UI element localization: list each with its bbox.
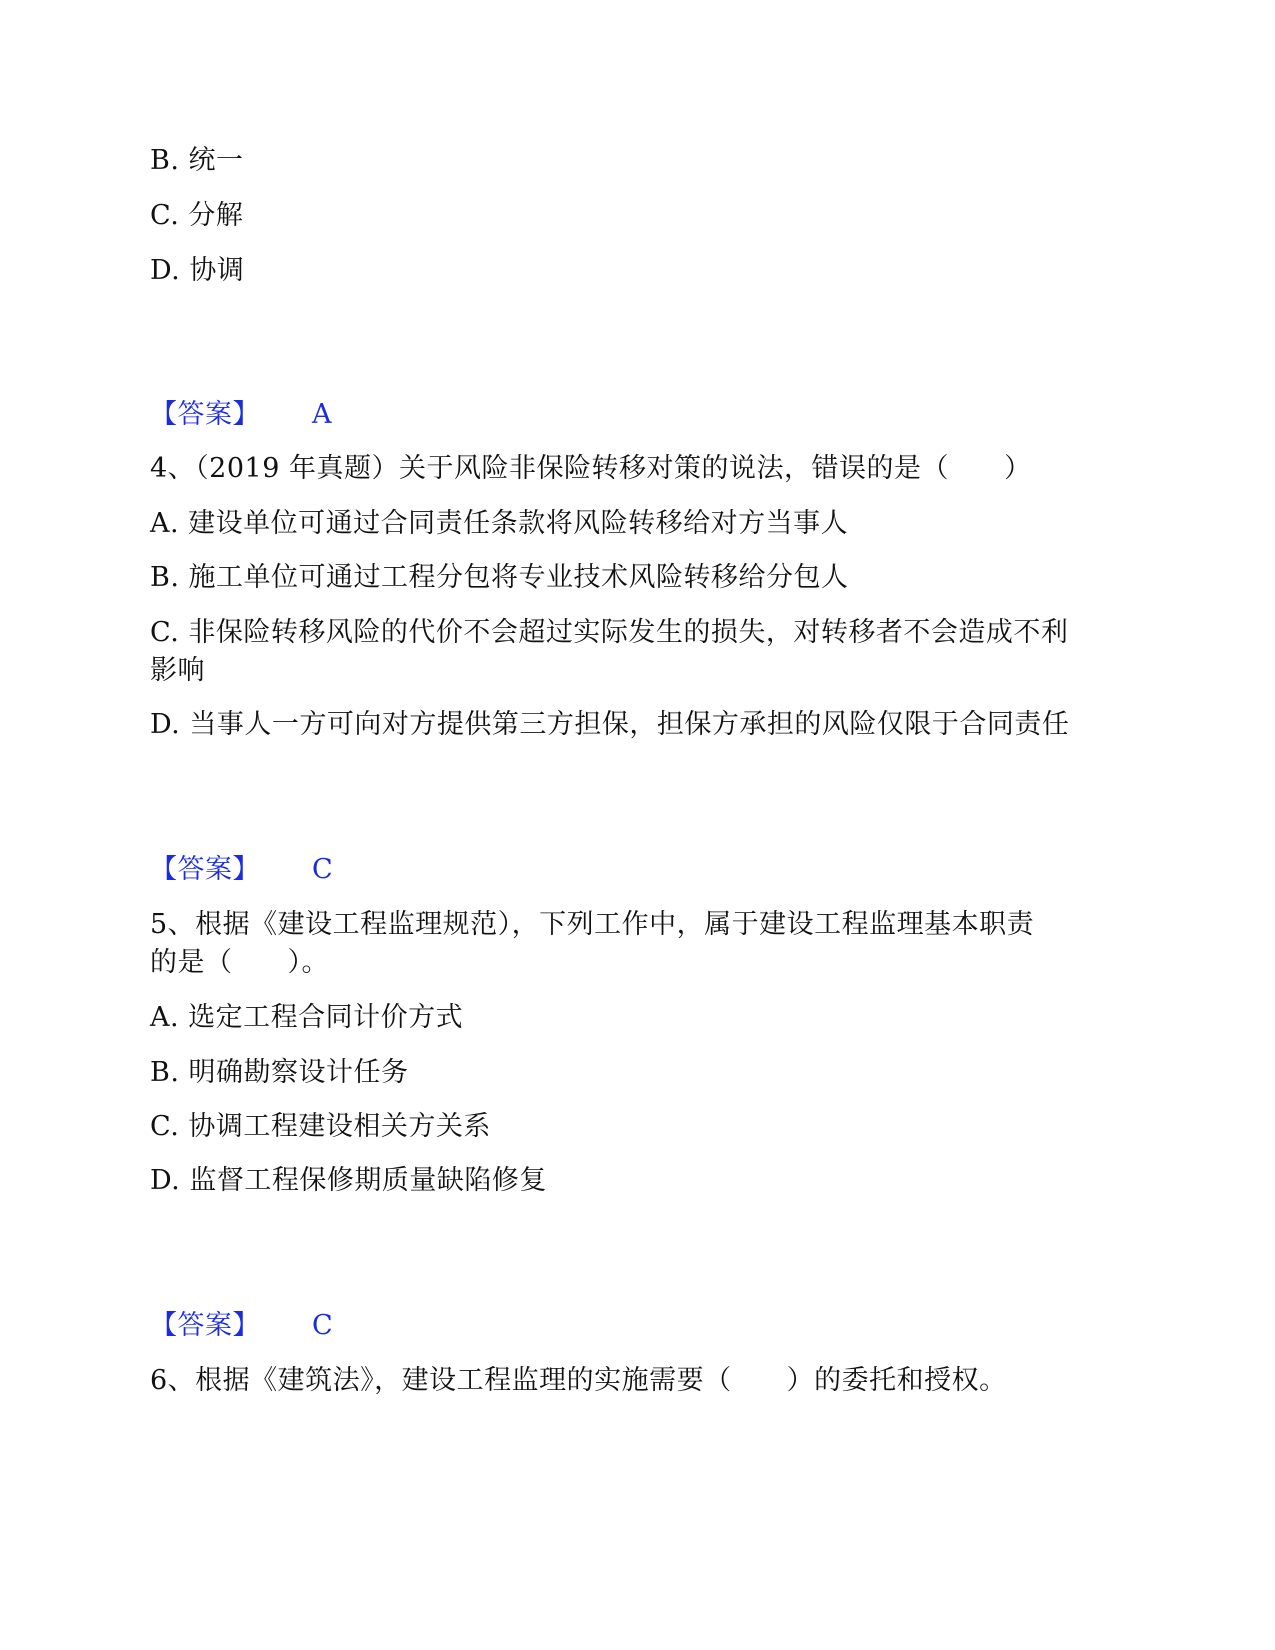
q5-option-d: D. 监督工程保修期质量缺陷修复 bbox=[150, 1165, 547, 1196]
q5-option-b: B. 明确勘察设计任务 bbox=[150, 1057, 409, 1088]
q5-stem-line1: 5、根据《建设工程监理规范），下列工作中，属于建设工程监理基本职责 bbox=[150, 909, 1035, 940]
q4-stem: 4、（2019 年真题）关于风险非保险转移对策的说法，错误的是（ ） bbox=[150, 453, 1032, 484]
q5-answer bbox=[150, 1307, 333, 1345]
q4-option-b: B. 施工单位可通过工程分包将专业技术风险转移给分包人 bbox=[150, 562, 849, 593]
q3-option-b: B. 统一 bbox=[150, 145, 244, 176]
q4-answer-tag: 【答案】 bbox=[150, 854, 260, 885]
q6-stem: 6、根据《建筑法》，建设工程监理的实施需要（ ）的委托和授权。 bbox=[150, 1365, 1007, 1396]
q4-answer-value: C bbox=[312, 854, 334, 885]
q3-option-d: D. 协调 bbox=[150, 255, 245, 286]
q4-option-a: A. 建设单位可通过合同责任条款将风险转移给对方当事人 bbox=[150, 508, 849, 539]
q4-option-c-line2: 影响 bbox=[150, 655, 205, 686]
q4-answer bbox=[150, 851, 333, 889]
q5-option-a: A. 选定工程合同计价方式 bbox=[150, 1002, 464, 1033]
q3-answer-tag: 【答案】 bbox=[150, 399, 260, 430]
q5-option-c: C. 协调工程建设相关方关系 bbox=[150, 1111, 491, 1142]
q4-option-c-line1: C. 非保险转移风险的代价不会超过实际发生的损失，对转移者不会造成不利 bbox=[150, 617, 1069, 648]
q5-answer-tag: 【答案】 bbox=[150, 1310, 260, 1341]
q3-answer-value: A bbox=[312, 399, 332, 430]
q4-option-d: D. 当事人一方可向对方提供第三方担保，担保方承担的风险仅限于合同责任 bbox=[150, 709, 1070, 740]
q3-answer bbox=[150, 396, 332, 434]
q5-stem-line2: 的是（ ）。 bbox=[150, 947, 329, 978]
q3-option-c: C. 分解 bbox=[150, 200, 244, 231]
q5-answer-value: C bbox=[312, 1310, 334, 1341]
